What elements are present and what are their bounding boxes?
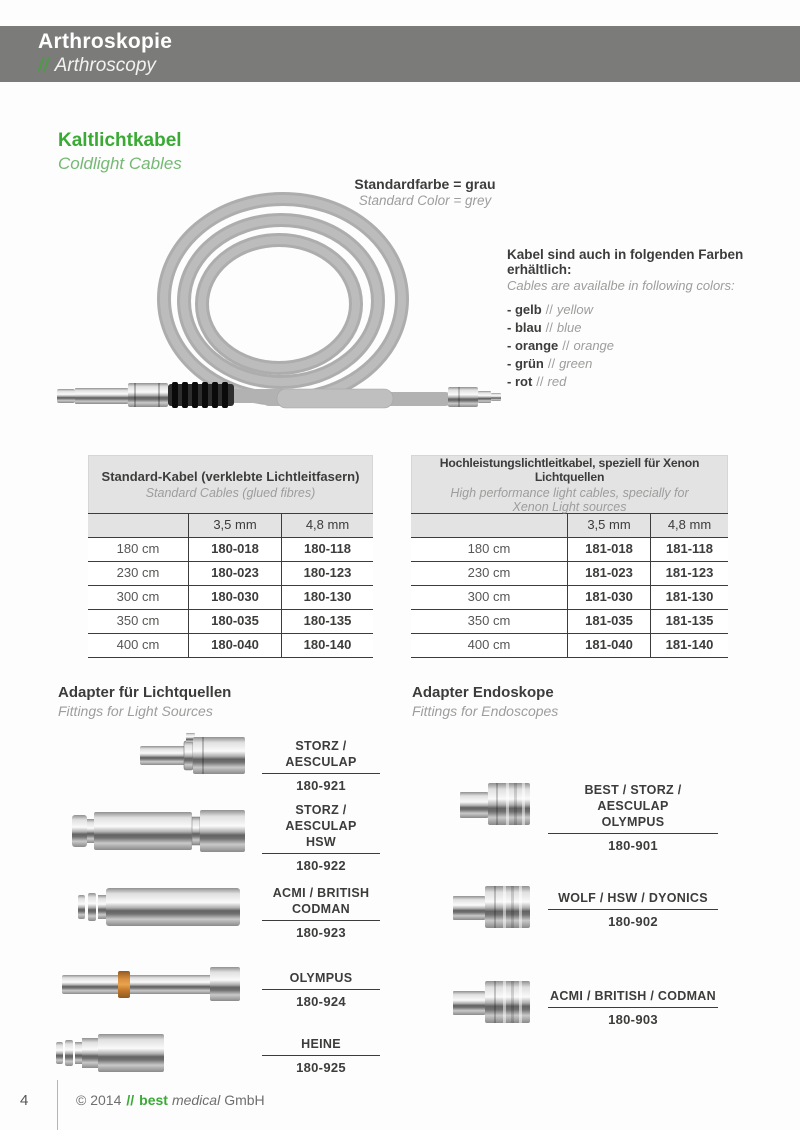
code-cell: 181-040 [567, 634, 650, 657]
table-header-empty [88, 514, 188, 537]
adapter-image-heine [56, 1032, 164, 1074]
adapter-image-storz-aesculap [140, 732, 245, 779]
color-en: blue [556, 320, 582, 335]
table-row [411, 634, 728, 658]
adapter-name: ACMI / BRITISH / CODMAN [550, 989, 716, 1003]
color-options-heading-en: Cables are availalbe in following colors: [507, 278, 735, 293]
standard-color-en: Standard Color = grey [358, 193, 492, 208]
header-title-en-row [38, 55, 156, 77]
code-cell: 180-130 [281, 586, 373, 609]
table-row [88, 538, 373, 562]
adapter-name: HEINE [301, 1037, 341, 1051]
table-title-en: High performance light cables, specially for [450, 485, 689, 500]
length-cell: 230 cm [116, 565, 160, 580]
color-en: green [559, 356, 593, 371]
color-option-item [507, 320, 800, 335]
code-cell: 181-018 [567, 538, 650, 561]
color-option-item [507, 356, 800, 371]
code-cell: 180-040 [188, 634, 281, 657]
adapter-image-wolf-hsw-dyonics [453, 885, 530, 929]
adapter-name: STORZ / AESCULAP [285, 739, 357, 769]
adapters-light-heading-en: Fittings for Light Sources [58, 703, 213, 719]
adapter-code: 180-921 [296, 778, 346, 793]
table-header-row [88, 513, 373, 538]
color-en: red [547, 374, 567, 389]
adapter-label-180-922 [262, 802, 380, 873]
code-cell: 181-130 [650, 586, 728, 609]
table-row [411, 586, 728, 610]
brand-name: best [139, 1092, 168, 1108]
table-title-en: Standard Cables (glued fibres) [145, 486, 316, 500]
adapter-name: CODMAN [291, 902, 351, 916]
color-options-heading-de: Kabel sind auch in folgenden Farben erhältlich: [507, 247, 744, 277]
standard-color-de: Standardfarbe = grau [354, 176, 496, 192]
page-number: 4 [20, 1092, 29, 1109]
slash-separator: // [562, 338, 570, 353]
code-cell: 180-118 [281, 538, 373, 561]
slash-separator: // [545, 320, 553, 335]
length-cell: 300 cm [116, 589, 160, 604]
standard-cables-table [88, 455, 373, 658]
adapter-name: STORZ / AESCULAP [285, 803, 357, 833]
footer-slashes: // [126, 1092, 135, 1108]
header-title-en: Arthroscopy [54, 55, 156, 76]
adapter-name: BEST / STORZ / AESCULAP [584, 783, 682, 813]
table-title [88, 455, 373, 513]
color-option-item [507, 338, 800, 353]
code-cell: 180-123 [281, 562, 373, 585]
code-cell: 181-023 [567, 562, 650, 585]
adapter-code: 180-903 [608, 1012, 658, 1027]
table-row [88, 562, 373, 586]
adapter-image-acmi-british-codman-endo [453, 980, 530, 1024]
adapters-endo-heading [412, 684, 558, 719]
adapter-name: WOLF / HSW / DYONICS [558, 891, 708, 905]
color-de: - orange [507, 338, 559, 353]
divider [262, 853, 380, 854]
section-title [58, 130, 182, 174]
adapter-label-180-924 [262, 970, 380, 1009]
divider [548, 1007, 718, 1008]
divider [262, 920, 380, 921]
adapter-code: 180-902 [608, 914, 658, 929]
table-title-en: Xenon Light sources [512, 499, 627, 514]
table-row [88, 586, 373, 610]
adapter-image-olympus [62, 966, 240, 1003]
adapter-label-180-903 [548, 988, 718, 1027]
code-cell: 181-118 [650, 538, 728, 561]
column-header: 4,8 mm [281, 514, 373, 537]
adapter-label-180-921 [262, 738, 380, 793]
length-cell: 400 cm [116, 637, 160, 652]
slash-separator: // [536, 374, 544, 389]
table-row [411, 538, 728, 562]
code-cell: 181-140 [650, 634, 728, 657]
color-option-item [507, 302, 800, 317]
section-title-de: Kaltlichtkabel [58, 130, 182, 151]
code-cell: 181-030 [567, 586, 650, 609]
table-row [411, 562, 728, 586]
table-header-row [411, 513, 728, 538]
coldlight-cable-image [30, 183, 510, 435]
length-cell: 350 cm [116, 613, 160, 628]
adapter-label-180-925 [262, 1036, 380, 1075]
code-cell: 180-030 [188, 586, 281, 609]
adapter-code: 180-922 [296, 858, 346, 873]
length-cell: 180 cm [116, 541, 160, 556]
adapter-label-180-923 [262, 885, 380, 940]
brand-name-italic: medical [171, 1092, 221, 1108]
column-header: 4,8 mm [650, 514, 728, 537]
adapter-label-180-901 [548, 782, 718, 853]
color-en: yellow [556, 302, 594, 317]
code-cell: 180-018 [188, 538, 281, 561]
table-row [88, 610, 373, 634]
color-options-list [507, 302, 800, 389]
slash-separator: // [547, 356, 556, 371]
divider [262, 773, 380, 774]
header-slashes: // [38, 55, 49, 76]
code-cell: 181-135 [650, 610, 728, 633]
adapter-code: 180-901 [608, 838, 658, 853]
length-cell: 400 cm [467, 637, 511, 652]
adapters-endo-heading-de: Adapter Endoskope [412, 684, 554, 701]
adapter-name: OLYMPUS [289, 971, 353, 985]
xenon-cables-table [411, 455, 728, 658]
adapters-light-heading [58, 684, 231, 719]
table-title [411, 455, 728, 513]
adapter-code: 180-924 [296, 994, 346, 1009]
footer-divider [57, 1080, 58, 1130]
adapters-light-heading-de: Adapter für Lichtquellen [58, 684, 232, 701]
adapter-name: OLYMPUS [601, 815, 665, 829]
adapter-name: HSW [305, 835, 337, 849]
color-option-item [507, 374, 800, 389]
adapter-image-acmi-british-codman [78, 888, 240, 926]
color-de: - grün [507, 356, 544, 371]
header-title-de: Arthroskopie [38, 30, 173, 53]
adapter-code: 180-925 [296, 1060, 346, 1075]
divider [262, 989, 380, 990]
color-de: - gelb [507, 302, 542, 317]
copyright-year: © 2014 [76, 1092, 122, 1108]
color-de: - rot [507, 374, 533, 389]
column-header: 3,5 mm [567, 514, 650, 537]
code-cell: 180-140 [281, 634, 373, 657]
standard-color-note [340, 176, 510, 208]
color-de: - blau [507, 320, 542, 335]
code-cell: 180-035 [188, 610, 281, 633]
adapters-endo-heading-en: Fittings for Endoscopes [412, 703, 559, 719]
table-header-empty [411, 514, 567, 537]
code-cell: 180-135 [281, 610, 373, 633]
length-cell: 300 cm [467, 589, 511, 604]
company-suffix: GmbH [224, 1092, 265, 1108]
table-row [88, 634, 373, 658]
column-header: 3,5 mm [188, 514, 281, 537]
adapter-image-storz-aesculap-hsw [72, 810, 245, 852]
table-title-de: Standard-Kabel (verklebte Lichtleitfasern) [101, 469, 360, 484]
length-cell: 350 cm [467, 613, 511, 628]
code-cell: 181-123 [650, 562, 728, 585]
adapter-name: ACMI / BRITISH [272, 886, 370, 900]
table-row [411, 610, 728, 634]
color-options [507, 247, 800, 392]
length-cell: 180 cm [467, 541, 511, 556]
header-bar [0, 26, 800, 82]
divider [548, 909, 718, 910]
divider [262, 1055, 380, 1056]
footer-copyright [76, 1092, 265, 1108]
adapter-image-best-storz-aesculap-olympus [460, 782, 530, 826]
adapter-label-180-902 [548, 890, 718, 929]
code-cell: 180-023 [188, 562, 281, 585]
length-cell: 230 cm [467, 565, 511, 580]
table-title-de: Hochleistungslichtleitkabel, speziell für Xenon Lichtquellen [439, 455, 700, 484]
slash-separator: // [545, 302, 553, 317]
adapter-code: 180-923 [296, 925, 346, 940]
code-cell: 181-035 [567, 610, 650, 633]
color-en: orange [573, 338, 615, 353]
section-title-en: Coldlight Cables [58, 154, 182, 173]
divider [548, 833, 718, 834]
